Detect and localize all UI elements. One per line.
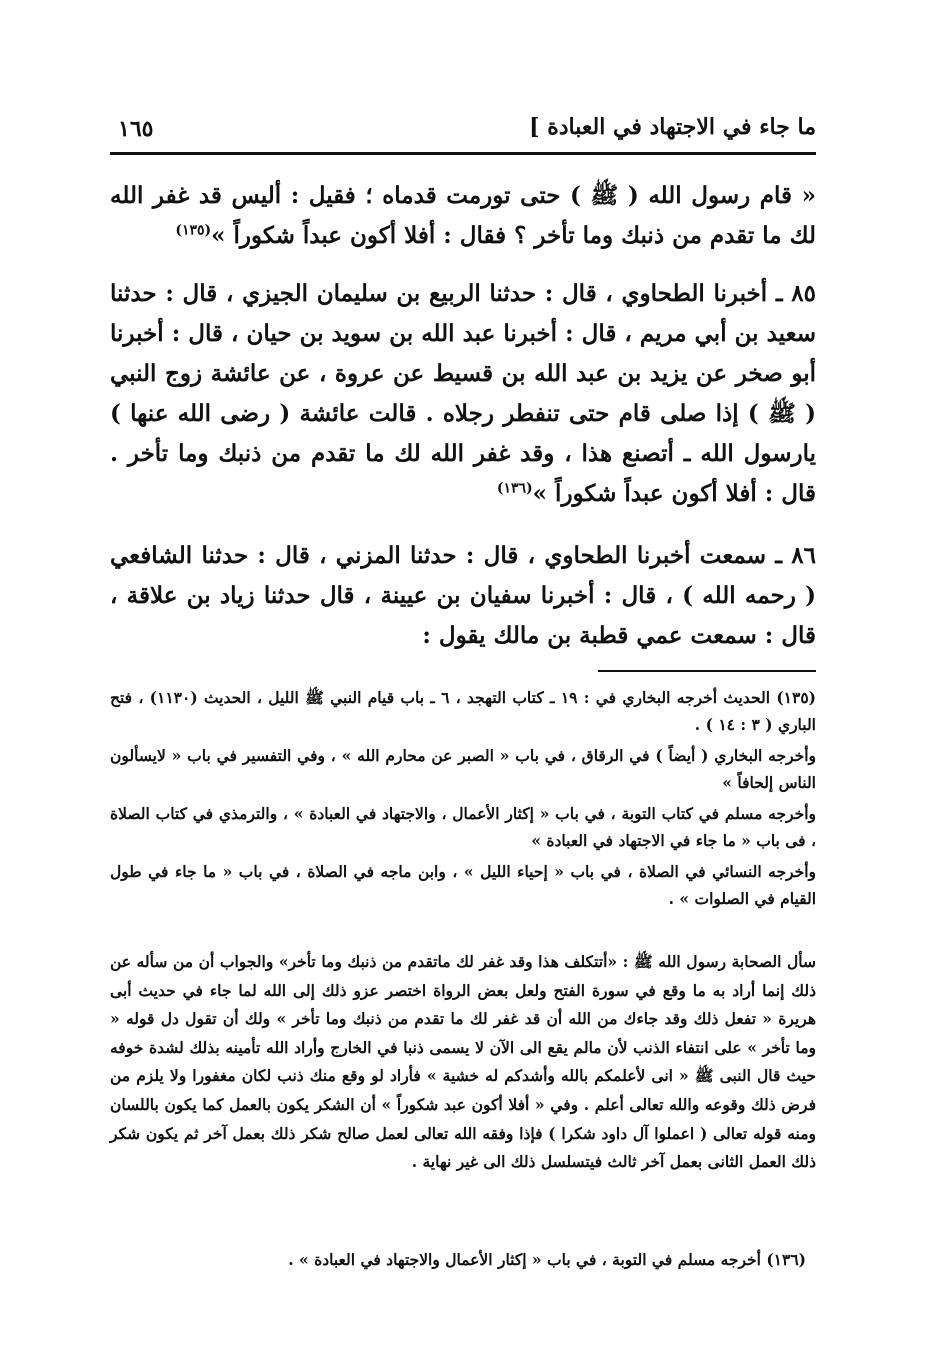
footnote-135-line: (١٣٥) الحديث أخرجه البخاري في : ١٩ ـ كتاب التهجد ، ٦ ـ باب قيام النبي ﷺ الليل ، الحديث (١١٣٠) ، فتح الباري ( ٣ : ١٤ ) . [110, 688, 816, 734]
hadith-86 [110, 536, 816, 656]
running-title: ما جاء في الاجتهاد في العبادة ] [529, 114, 816, 140]
hadith-84-continuation [110, 176, 816, 256]
footnote-135 [110, 684, 816, 916]
page-header [110, 108, 816, 155]
footnote-135-line: وأخرجه مسلم في كتاب التوبة ، في باب « إكثار الأعمال ، والاجتهاد في العبادة » ، والترمذي في كتاب الصلاة ، فى باب « ما جاء في الاجتهاد في العبادة » [110, 804, 816, 850]
hadith-84-text: « قام رسول الله ( ﷺ ) حتى تورمت قدماه ؛ فقيل : أليس قد غفر الله لك ما تقدم من ذنبك وما تأخر ؟ فقال : أفلا أكون عبداً شكوراً » [110, 182, 816, 249]
footnote-136: (١٣٦) أخرجه مسلم في التوبة ، في باب « إكثار الأعمال والاجتهاد في العبادة » . [288, 1250, 806, 1269]
footnote-separator [598, 670, 816, 672]
hadith-86-text: ٨٦ ـ سمعت أخبرنا الطحاوي ، قال : حدثنا المزني ، قال : حدثنا الشافعي ( رحمه الله ) ، قال : أخبرنا سفيان بن عيينة ، قال حدثنا زياد بن علاقة ، قال : سمعت عمي قطبة بن مالك يقول : [110, 542, 816, 649]
page-number: ١٦٥ [118, 116, 154, 142]
footnote-ref-136: (١٣٦) [496, 480, 533, 497]
hadith-85 [110, 274, 816, 514]
footnote-135-line: وأخرجه النسائي في الصلاة ، في باب « إحياء الليل » ، وابن ماجه في الصلاة ، في باب « ما جاء في طول القيام في الصلوات » . [110, 862, 816, 908]
hadith-85-text: ٨٥ ـ أخبرنا الطحاوي ، قال : حدثنا الربيع بن سليمان الجيزي ، قال : حدثنا سعيد بن أبي مريم ، قال : أخبرنا عبد الله بن سويد بن حيان ، قال : أخبرنا أبو صخر عن يزيد بن عبد الله بن قسيط عن عروة ، عن عائشة زوج النبي ( ﷺ ) إذا صلى قام حتى تنفطر رجلاه . قالت عائشة ( رضى الله عنها ) يارسول الله ـ أتصنع هذا ، وقد غفر الله لك ما تقدم من ذنبك وما تأخر . قال : أفلا أكون عبداً شكوراً » [110, 280, 816, 507]
footnote-commentary: سأل الصحابة رسول الله ﷺ : «أتتكلف هذا وقد غفر لك ماتقدم من ذنبك وما تأخر» والجواب أن من سأله عن ذلك إنما أراد به ما وقع في سورة الفتح ولعل بعض الرواة اختصر عزو ذلك إلى الله لما جاء في حديث أبى هريرة « تفعل ذلك وقد جاءك من الله أن قد غفر لك ما تقدم من ذنبك وما تأخر » ولك أن تقول دل قوله « وما تأخر » على انتفاء الذنب لأن مالم يقع الى الآن لا يسمى ذنبا في الخارج وأراد الله تأمينه بذلك لشدة خوفه حيث قال النبى ﷺ « انى لأعلمكم بالله وأشدكم له خشية » فأراد لو وقع منك ذنب لكان مغفورا ولا يلزم من فرض ذلك وقوعه والله تعالى أعلم . وفي « أفلا أكون عبد شكوراً » أن الشكر يكون بالعمل كما يكون باللسان ومنه قوله تعالى ( اعملوا آل داود شكرا ) فإذا وفقه الله تعالى لعمل صالح شكر ذلك بعمل آخر ثم يكون شكر ذلك العمل الثانى بعمل آخر ثالث فيتسلسل ذلك الى غير نهاية . [110, 952, 816, 1172]
footnote-ref-135: (١٣٥) [175, 222, 212, 239]
footnote-135-line: وأخرجه البخاري ( أيضاً ) في الرقاق ، في باب « الصبر عن محارم الله » ، وفي التفسير في باب « لايسألون الناس إلحافاً » [110, 746, 816, 792]
